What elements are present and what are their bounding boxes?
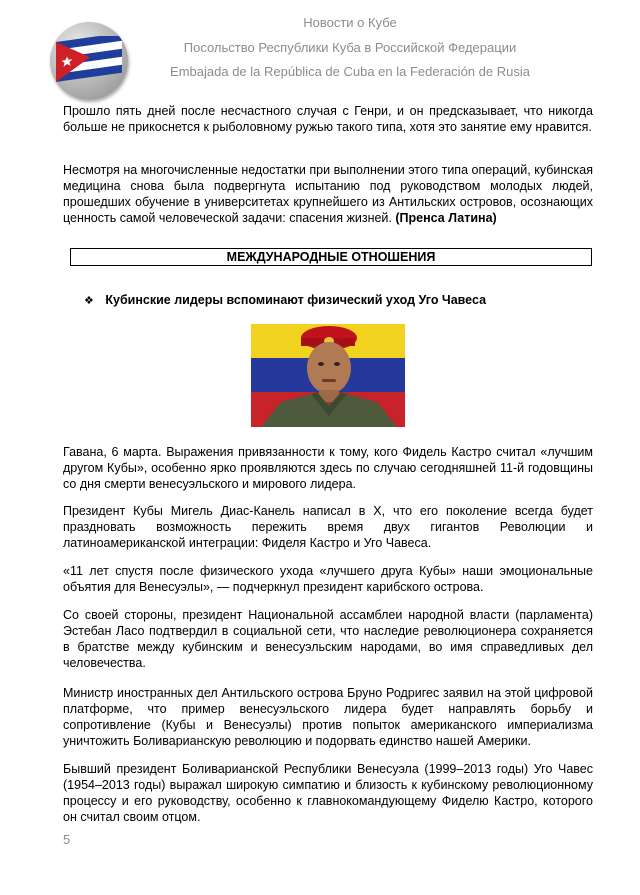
header-embassy-es: Embajada de la República de Cuba en la Federación de Rusia <box>170 64 530 79</box>
header-embassy-ru: Посольство Республики Куба в Российской Федерации <box>183 40 517 55</box>
article-paragraph-4: Со своей стороны, президент Национальной ассамблеи народной власти (парламента) Эстебан Ласо подтвердил в социальной сети, что наследие революционера сохраняется в братстве между кубинским и венесуэльским народами, во имя справедливых дел человечества. <box>63 608 593 670</box>
article-paragraph-5: Министр иностранных дел Антильского острова Бруно Родригес заявил на этой цифровой платформе, что пример венесуэльского лидера будет направлять борьбу и сопротивление (Кубы и Венесуэлы) против попыток американского империализма уничтожить Боливарианскую революцию и подорвать единство нашей Америки. <box>63 686 593 748</box>
article-paragraph-2: Президент Кубы Мигель Диас-Канель написал в X, что его поколение всегда будет праздновать возможность пережить время двух гигантов Революции и латиноамериканской интеграции: Фиделя Кастро и Уго Чавеса. <box>63 504 593 550</box>
paragraph-henry: Прошло пять дней после несчастного случая с Генри, и он предсказывает, что никогда больше не прикоснется к рыболовному ружью такого типа, хотя это занятие ему нравится. <box>63 104 593 134</box>
article-paragraph-6: Бывший президент Боливарианской Республики Венесуэла (1999–2013 годы) Уго Чавес (1954–2013 годы) выражал широкую симпатию и близость к кубинскому революционному процессу и его руководству, особенно к главнокомандующему Фиделю Кастро, которого он считал своим отцом. <box>63 762 593 824</box>
article-photo <box>251 324 405 427</box>
page-number: 5 <box>63 832 71 847</box>
section-title: МЕЖДУНАРОДНЫЕ ОТНОШЕНИЯ <box>70 248 592 266</box>
article-title: Кубинские лидеры вспоминают физический уход Уго Чавеса <box>105 293 487 307</box>
article-paragraph-3: «11 лет спустя после физического ухода «лучшего друга Кубы» наши эмоциональные объятия для Венесуэлы», — подчеркнул президент карибского острова. <box>63 564 593 594</box>
article-paragraph-1: Гавана, 6 марта. Выражения привязанности к тому, кого Фидель Кастро считал «лучшим другом Кубы», особенно ярко проявляются здесь по случаю сегодняшней 11-й годовщины со дня смерти венесуэльского и мирового лидера. <box>63 445 593 491</box>
paragraph-medicine-text: Несмотря на многочисленные недостатки при выполнении этого типа операций, кубинская медицина снова была подвергнута испытанию под руководством молодых людей, прошедших обучение в университетах крупнейшего из Антильских островов, осознающих ценность самой человеческой задачи: спасения жизней. <box>63 163 593 225</box>
bullet-diamond-icon: ❖ <box>84 295 94 307</box>
paragraph-medicine <box>63 162 593 226</box>
cuban-flag-icon <box>50 22 128 100</box>
header-title: Новости о Кубе <box>303 15 397 30</box>
article-heading <box>84 293 486 307</box>
source-tag: (Пренса Латина) <box>395 211 497 225</box>
page-header <box>0 0 640 90</box>
